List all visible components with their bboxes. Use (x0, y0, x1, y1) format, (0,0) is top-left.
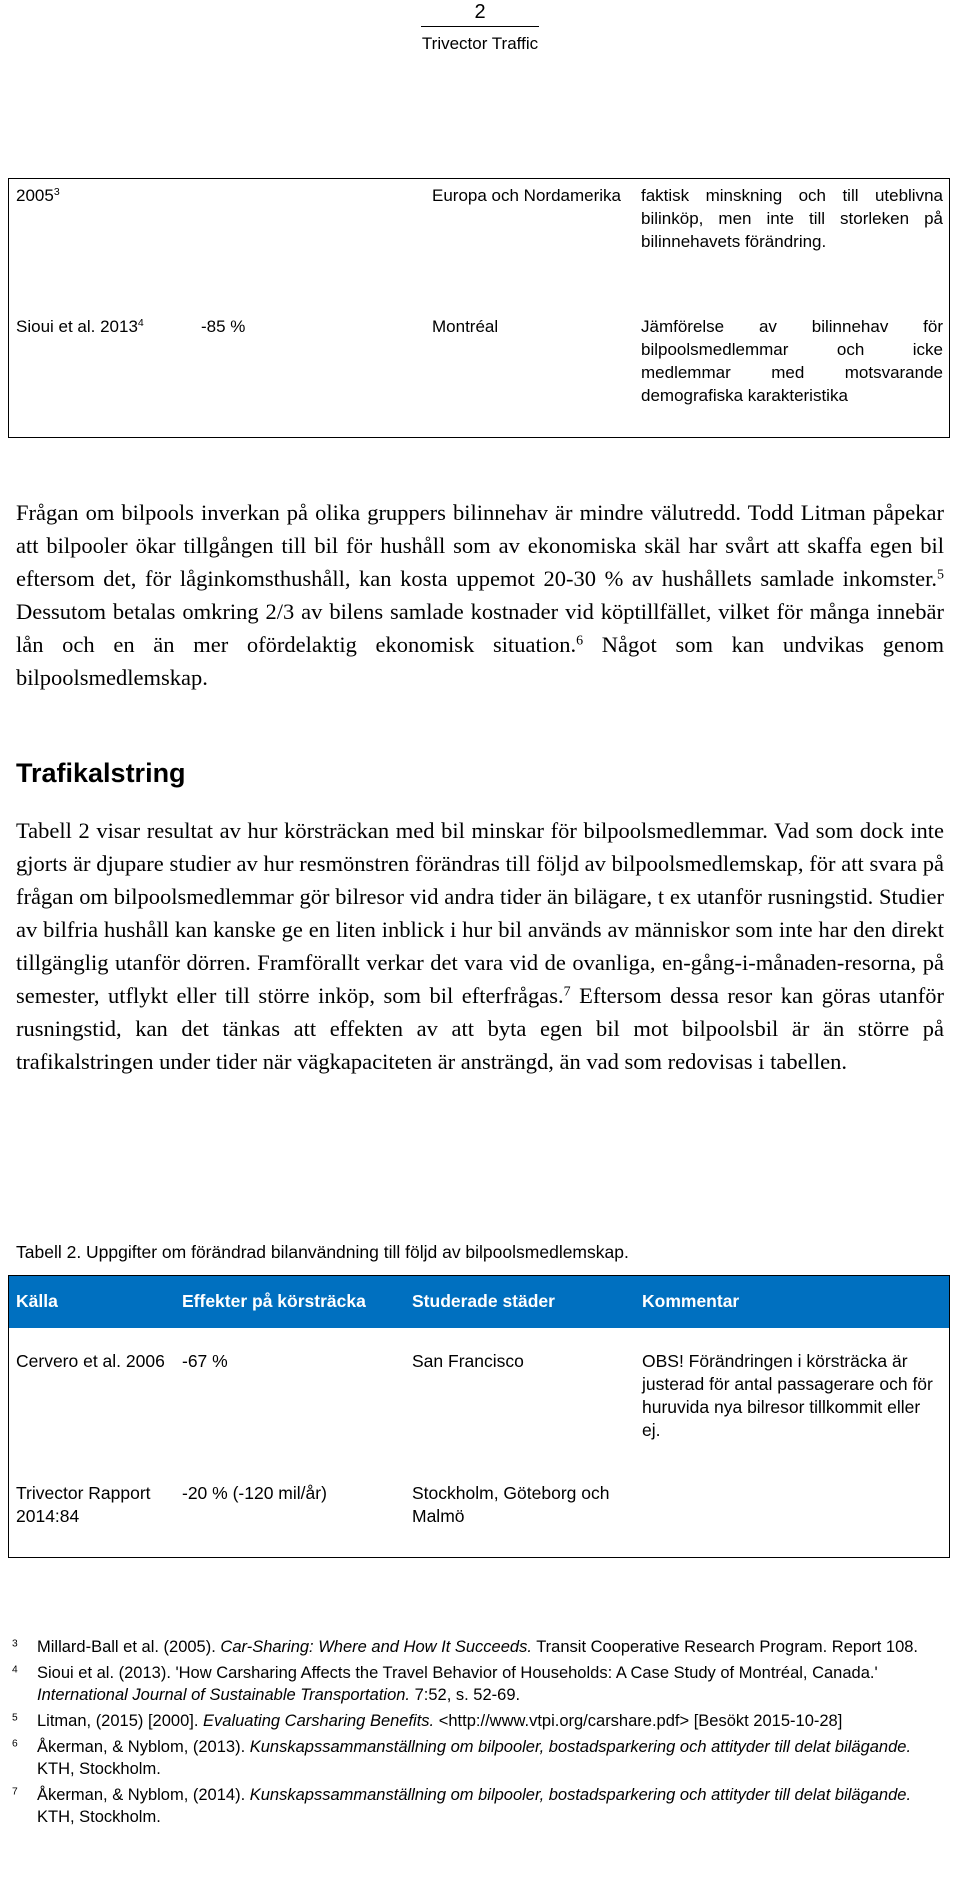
header-divider (421, 26, 539, 27)
table-header-row (9, 1276, 949, 1328)
table-cell-source: Cervero et al. 2006 (16, 1351, 165, 1371)
footnote: $^6$ Åkerman, & Nyblom, (2013). Kunskapssammanställning om bilpooler, bostadsparkering och attityder till delat bilägande. KTH, Stockholm. (12, 1738, 912, 1778)
page-header (420, 0, 540, 55)
footnote: $^5$ Litman, (2015) [2000]. Evaluating Carsharing Benefits. <http://www.vtpi.org/carshare.pdf> [Besökt 2015-10-28] (12, 1712, 843, 1730)
footnote: $^7$ Åkerman, & Nyblom, (2014). Kunskapssammanställning om bilpooler, bostadsparkering och attityder till delat bilägande. KTH, Stockholm. (12, 1786, 912, 1826)
table-2 (8, 1275, 950, 1558)
page-number: 2 (474, 1, 486, 23)
footnotes (12, 1636, 948, 1832)
column-header: Kommentar (642, 1291, 740, 1311)
table-cell-comment: OBS! Förändringen i körsträcka är justerad för antal passagerare och för huruvida nya bilresor tillkommit eller ej. (642, 1351, 933, 1440)
table-cell-city: Stockholm, Göteborg och Malmö (412, 1483, 610, 1526)
table-cell-city: San Francisco (412, 1351, 524, 1371)
column-header: Studerade städer (412, 1291, 555, 1311)
paragraph-traffic-generation: Tabell 2 visar resultat av hur körsträckan med bil minskar för bilpoolsmedlemmar. Vad som dock inte gjorts är djupare studier av hur resmönstren förändras till följd av bilpoolsmedlemskap, för att svara på frågan om bilpoolsmedlemmar gör bilresor vid andra tider än bilägare, t ex utanför rusningstid. Studier av bilfria hushåll kan kanske ge en liten inblick i hur bil används av människor som inte har den direkt tillgänglig utanför dörren. Framförallt verkar det vara vid de ovanliga, en-gång-i-månaden-resorna, på semester, utflykt eller till större inköp, som bil efterfrågas.$^7$ Eftersom dessa resor kan göras utanför rusningstid, kan det tänkas att effekten av att byta egen bil mot bilpoolsbil är än större på trafikalstringen under tider när vägkapaciteten är ansträngd, än vad som redovisas i tabellen. (16, 818, 945, 1074)
table-cell-effect: -67 % (182, 1351, 228, 1371)
table-cell-effect: -20 % (-120 mil/år) (182, 1483, 327, 1503)
table-cell-city: Montréal (432, 317, 499, 336)
table-cell-source: 2005$^3$ (16, 186, 60, 205)
footnote: $^3$ Millard-Ball et al. (2005). Car-Sharing: Where and How It Succeeds. Transit Cooperative Research Program. Report 108. (12, 1638, 919, 1656)
table-cell-source: Sioui et al. 2013$^4$ (16, 317, 144, 336)
table-2-caption: Tabell 2. Uppgifter om förändrad bilanvändning till följd av bilpoolsmedlemskap. (16, 1242, 629, 1262)
company-name: Trivector Traffic (421, 34, 539, 53)
table-cell-comment: faktisk minskning och till uteblivna bilinköp, men inte till storleken på bilinnehavets förändring. (641, 186, 943, 251)
table-cell-city: Europa och Nordamerika (432, 186, 621, 205)
table-cell-source: Trivector Rapport 2014:84 (16, 1483, 151, 1526)
column-header: Källa (16, 1291, 58, 1311)
section-heading: Trafikalstring (16, 758, 186, 788)
table-1 (8, 178, 950, 438)
table-cell-comment: Jämförelse av bilinnehav för bilpoolsmedlemmar och icke medlemmar med motsvarande demografiska karakteristika (641, 317, 943, 405)
paragraph-car-ownership: Frågan om bilpools inverkan på olika gruppers bilinnehav är mindre välutredd. Todd Litman påpekar att bilpooler ökar tillgången till bil för hushåll som av ekonomiska skäl har svårt att skaffa egen bil eftersom det, för låginkomsthushåll, kan kosta uppemot 20-30 % av hushållets samlade inkomster.$^5$ Dessutom betalas omkring 2/3 av bilens samlade kostnader vid köptillfället, vilket för många innebär lån och en än mer ofördelaktig ekonomisk situation.$^6$ Något som kan undvikas genom bilpoolsmedlemskap. (16, 500, 944, 690)
footnote: $^4$ Sioui et al. (2013). 'How Carsharing Affects the Travel Behavior of Households: A Case Study of Montréal, Canada.' International Journal of Sustainable Transportation. 7:52, s. 52-69. (12, 1664, 878, 1704)
column-header: Effekter på körsträcka (182, 1291, 366, 1311)
table-cell-effect: -85 % (201, 317, 246, 336)
